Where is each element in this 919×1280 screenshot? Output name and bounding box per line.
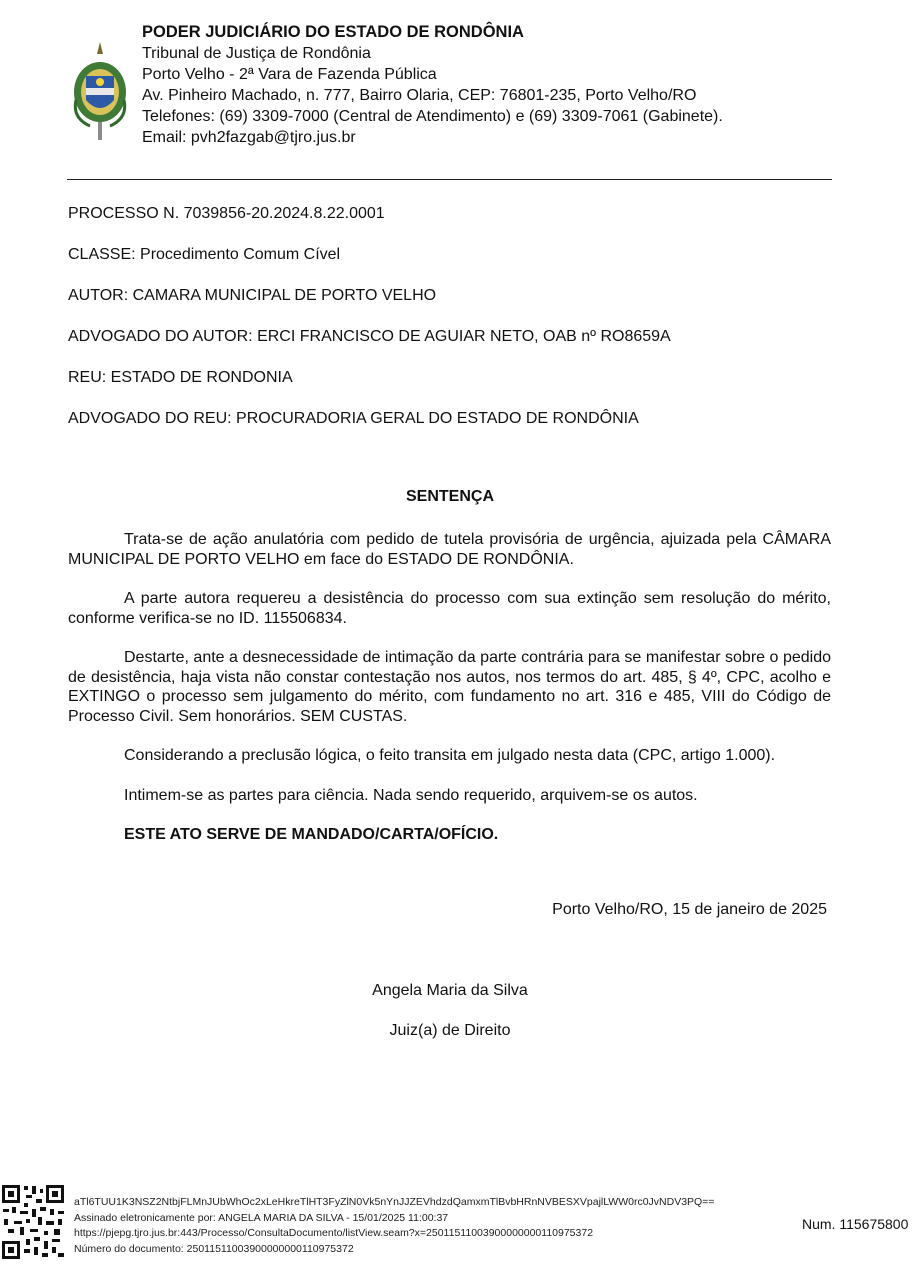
paragraph: Considerando a preclusão lógica, o feito transita em julgado nesta data (CPC, artigo 1.000). <box>124 747 776 764</box>
date-place: Porto Velho/RO, 15 de janeiro de 2025 <box>552 901 827 918</box>
signer-role: Juiz(a) de Direito <box>389 1022 511 1039</box>
court-phones: Telefones: (69) 3309-7000 (Central de Atendimento) e (69) 3309-7061 (Gabinete). <box>142 108 723 125</box>
case-class: CLASSE: Procedimento Comum Cível <box>68 246 341 263</box>
document-number: Número do documento: 25011511003900000000110975372 <box>74 1242 354 1255</box>
paragraph: A parte autora requereu a desistência do processo com sua extinção sem resolução do mérito, conforme verifica-se no ID. 115506834. <box>68 590 831 627</box>
document-title: SENTENÇA <box>405 488 494 505</box>
qr-code-icon[interactable] <box>0 1183 66 1261</box>
sentence-body <box>68 530 831 865</box>
mandate-statement: ESTE ATO SERVE DE MANDADO/CARTA/OFÍCIO. <box>124 826 499 843</box>
document-id: Num. 115675800 <box>802 1216 909 1232</box>
verification-url[interactable]: https://pjepg.tjro.jus.br:443/Processo/ConsultaDocumento/listView.seam?x=25011511003900000000110975372 <box>74 1227 594 1239</box>
paragraph: Destarte, ante a desnecessidade de intimação da parte contrária para se manifestar sobre o pedido de desistência, haja vista não constar contestação nos autos, nos termos do art. 485, § 4º, CPC, acolho e EXTINGO o processo sem julgamento do mérito, com fundamento no art. 316 e 485, VIII do Código de Processo Civil. Sem honorários. SEM CUSTAS. <box>68 649 831 725</box>
document-header <box>70 22 830 152</box>
tribunal-name: Tribunal de Justiça de Rondônia <box>142 45 371 62</box>
paragraph: Trata-se de ação anulatória com pedido de tutela provisória de urgência, ajuizada pela CÂMARA MUNICIPAL DE PORTO VELHO em face do ESTADO DE RONDÔNIA. <box>68 531 831 568</box>
plaintiff: AUTOR: CAMARA MUNICIPAL DE PORTO VELHO <box>68 287 437 304</box>
defendant-lawyer: ADVOGADO DO REU: PROCURADORIA GERAL DO ESTADO DE RONDÔNIA <box>68 410 639 427</box>
header-divider <box>67 179 832 180</box>
case-metadata <box>68 204 671 450</box>
signed-by: Assinado eletronicamente por: ANGELA MARIA DA SILVA - 15/01/2025 11:00:37 <box>74 1211 449 1224</box>
signer-name: Angela Maria da Silva <box>372 982 528 999</box>
court-email: Email: pvh2fazgab@tjro.jus.br <box>142 129 356 146</box>
plaintiff-lawyer: ADVOGADO DO AUTOR: ERCI FRANCISCO DE AGUIAR NETO, OAB nº RO8659A <box>68 328 671 345</box>
document-hash: aTl6TUU1K3NSZ2NtbjFLMnJUbWhOc2xLeHkreTlHT3FyZlN0Vk5nYnJJZEVhdzdQamxmTlBvbHRnNVBESXVpajlLWW0rc0JvNDV3PQ== <box>74 1196 715 1208</box>
paragraph: Intimem-se as partes para ciência. Nada sendo requerido, arquivem-se os autos. <box>124 786 698 804</box>
header-text <box>142 22 723 148</box>
signature-details <box>74 1195 715 1257</box>
defendant: REU: ESTADO DE RONDONIA <box>68 369 293 386</box>
court-address: Av. Pinheiro Machado, n. 777, Bairro Olaria, CEP: 76801-235, Porto Velho/RO <box>142 87 697 104</box>
court-name: PODER JUDICIÁRIO DO ESTADO DE RONDÔNIA <box>142 23 524 41</box>
signature-footer <box>0 1183 919 1263</box>
process-number: PROCESSO N. 7039856-20.2024.8.22.0001 <box>68 205 385 222</box>
vara-name: Porto Velho - 2ª Vara de Fazenda Pública <box>142 66 437 83</box>
coat-of-arms-icon <box>70 40 130 144</box>
